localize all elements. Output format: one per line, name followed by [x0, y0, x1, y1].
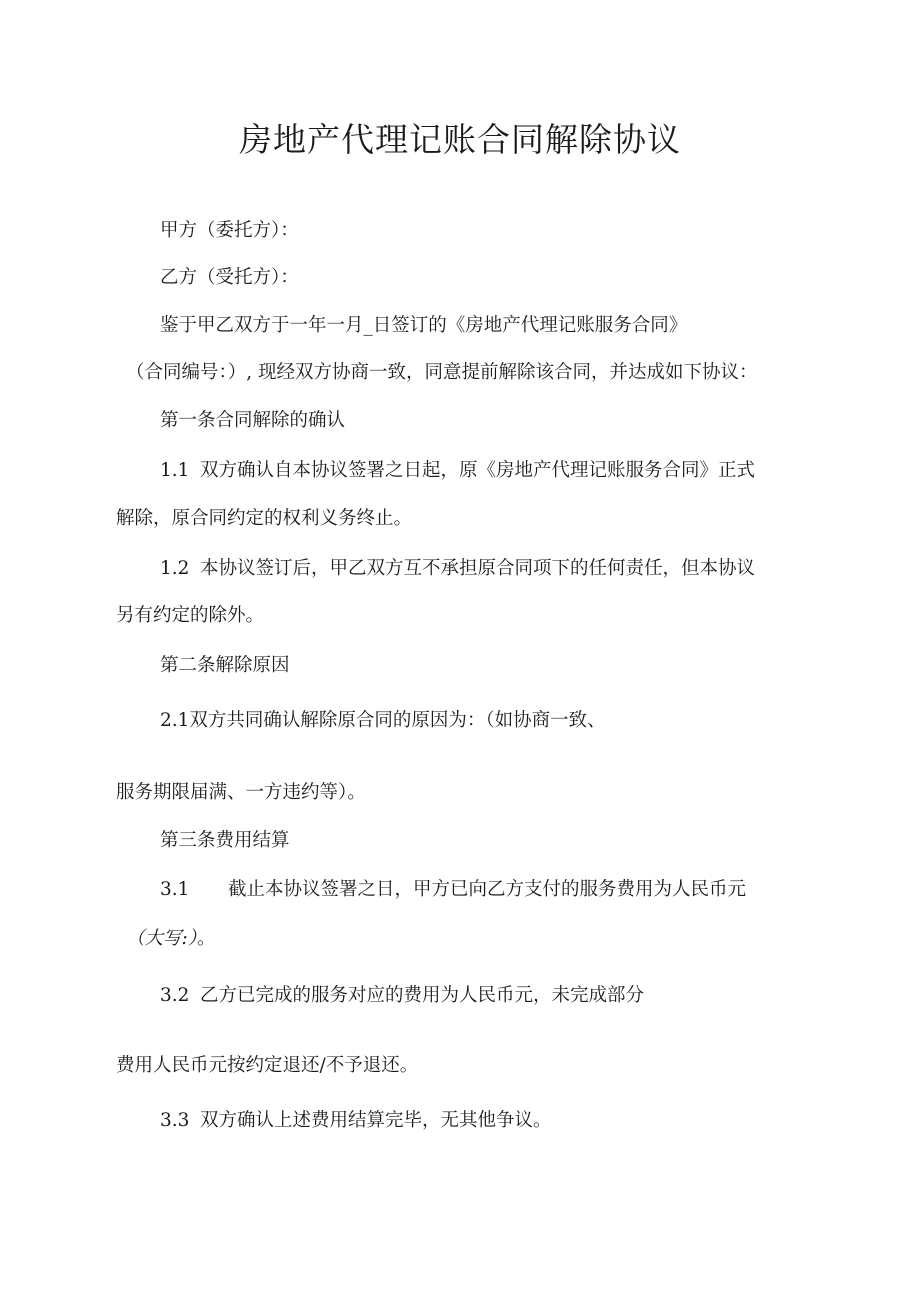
clause-1-2-line-2: 另有约定的除外。	[116, 605, 265, 626]
document-title: 房地产代理记账合同解除协议	[239, 120, 681, 159]
clause-3-1-text: 截止本协议签署之日，甲方已向乙方支付的服务费用为人民币元	[228, 879, 747, 900]
clause-3-3-line-1	[160, 1108, 552, 1134]
clause-3-1-line-2-end: 。	[196, 928, 216, 949]
clause-1-2-text: 本协议签订后，甲乙双方互不承担原合同项下的任何责任，但本协议	[200, 558, 756, 579]
article-2-heading: 第二条解除原因	[160, 655, 290, 676]
clause-1-1-number: 1.1	[160, 460, 190, 481]
party-a-line: 甲方（委托方）：	[160, 220, 299, 241]
clause-3-2-number: 3.2	[160, 985, 190, 1006]
clause-3-2-line-1	[160, 983, 644, 1009]
party-b-line: 乙方（受托方）：	[160, 267, 299, 288]
clause-3-2-text: 乙方已完成的服务对应的费用为人民币元，未完成部分	[200, 985, 645, 1006]
clause-2-1-line-1: 2.1双方共同确认解除原合同的原因为：（如协商一致、	[160, 710, 606, 731]
clause-3-1-line-2	[126, 926, 216, 952]
clause-3-3-number: 3.3	[160, 1110, 190, 1131]
clause-1-1-line-2: 解除，原合同约定的权利义务终止。	[116, 508, 413, 529]
article-1-heading: 第一条合同解除的确认	[160, 410, 346, 431]
clause-1-2-line-1	[160, 556, 755, 582]
clause-3-3-text: 双方确认上述费用结算完毕，无其他争议。	[200, 1110, 552, 1131]
clause-1-1-text: 双方确认自本协议签署之日起，原《房地产代理记账服务合同》正式	[200, 460, 756, 481]
preamble-line-2: （合同编号：）, 现经双方协商一致，同意提前解除该合同，并达成如下协议：	[126, 362, 758, 383]
article-3-heading: 第三条费用结算	[160, 830, 290, 851]
clause-1-2-number: 1.2	[160, 558, 190, 579]
clause-3-1-amount-in-words: （大写:）	[126, 928, 197, 949]
clause-1-1-line-1	[160, 458, 755, 484]
clause-3-1-line-1	[160, 877, 746, 903]
preamble-line-1: 鉴于甲乙双方于一年一月_日签订的《房地产代理记账服务合同》	[160, 315, 688, 336]
clause-3-1-number: 3.1	[160, 879, 190, 900]
clause-3-2-line-2: 费用人民币元按约定退还/不予退还。	[116, 1055, 419, 1076]
clause-2-1-line-2: 服务期限届满、一方违约等）。	[116, 782, 366, 803]
